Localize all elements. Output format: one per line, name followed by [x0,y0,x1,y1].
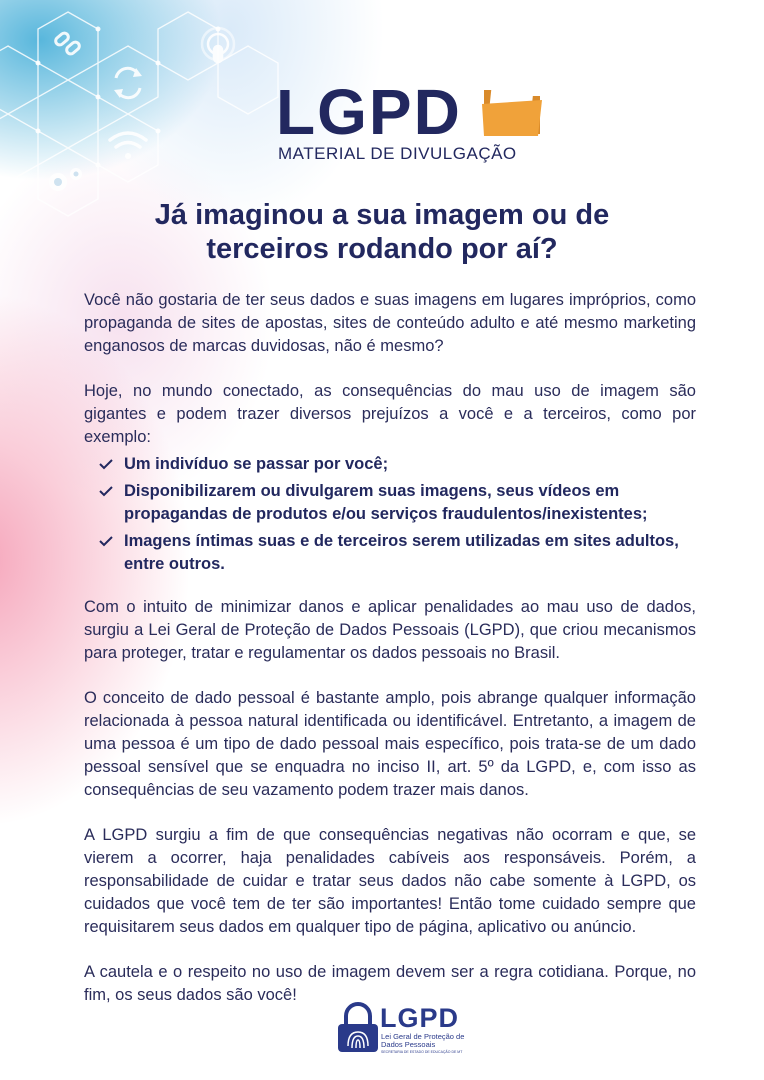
footer-logo-subtitle: Lei Geral de Proteção de Dados Pessoais [381,1032,465,1049]
wifi-icon [110,133,146,159]
consequences-list [84,453,696,576]
refresh-icon [114,68,142,98]
page-title [100,198,664,266]
paragraph-consequences: Hoje, no mundo conectado, as consequências do mau uso de imagem são gigantes e podem trazer diversos prejuízos a você e a terceiros, como por exemplo: [84,382,696,446]
folder-icon [482,82,544,138]
paragraph-responsibility: A LGPD surgiu a fim de que consequências negativas não ocorram e que, se vierem a ocorrer, haja penalidades cabíveis aos responsáveis. Porém, a responsabilidade de cuidar e tratar seus dados não cabe somente à LGPD, os cuidados que você tem de ter são importantes! Então tome cuidado sempre que requisitarem seus dados em qualquer tipo de página, aplicativo ou anúncio. [84,826,696,936]
list-item [98,453,696,476]
logo-subtitle: MATERIAL DE DIVULGAÇÃO [278,144,517,163]
paragraph-concept: O conceito de dado pessoal é bastante amplo, pois abrange qualquer informação relacionada à pessoa natural identificada ou identificável. Entretanto, a imagem de uma pessoa é um tipo de dado pessoal mais específico, pois trata-se de um dado pessoal sensível que se enquadra no inciso II, art. 5º da LGPD, e, com isso as consequências de seu vazamento podem trazer mais danos. [84,689,696,799]
check-icon [98,484,114,498]
list-item [98,480,696,526]
body-content [84,289,696,1029]
footer-logo [334,1000,474,1060]
check-icon [98,457,114,471]
hexagon-network-decoration [0,0,280,230]
padlock-fingerprint-icon [334,1002,382,1054]
list-item-text: Imagens íntimas suas e de terceiros serem utilizadas em sites adultos, entre outros. [124,532,679,573]
check-icon [98,534,114,548]
list-item [98,530,696,576]
footer-logo-agency: SECRETARIA DE ESTADO DE EDUCAÇÃO DE MT [381,1050,463,1054]
touch-icon [202,28,234,62]
title-line-2: terceiros rodando por aí? [206,233,558,265]
title-line-1: Já imaginou a sua imagem ou de [154,199,610,231]
header-logo [270,78,570,168]
link-icon [54,31,81,55]
list-item-text: Disponibilizarem ou divulgarem suas imagens, seus vídeos em propagandas de produtos e/ou serviços fraudulentos/inexistentes; [124,482,648,523]
paragraph-law: Com o intuito de minimizar danos e aplicar penalidades ao mau uso de dados, surgiu a Lei Geral de Proteção de Dados Pessoais (LGPD), que criou mecanismos para proteger, tratar e regulamentar os dados pessoais no Brasil. [84,598,696,662]
paragraph-closing: A cautela e o respeito no uso de imagem devem ser a regra cotidiana. Porque, no fim, os seus dados são você! [84,963,696,1004]
logo-wordmark: LGPD [276,76,462,148]
list-item-text: Um indivíduo se passar por você; [124,455,389,473]
gears-icon [49,168,82,191]
footer-logo-wordmark: LGPD [380,1003,460,1033]
paragraph-intro: Você não gostaria de ter seus dados e suas imagens em lugares impróprios, como propaganda de sites de apostas, sites de conteúdo adulto e até mesmo marketing enganosos de marcas duvidosas, não é mesmo? [84,291,696,355]
